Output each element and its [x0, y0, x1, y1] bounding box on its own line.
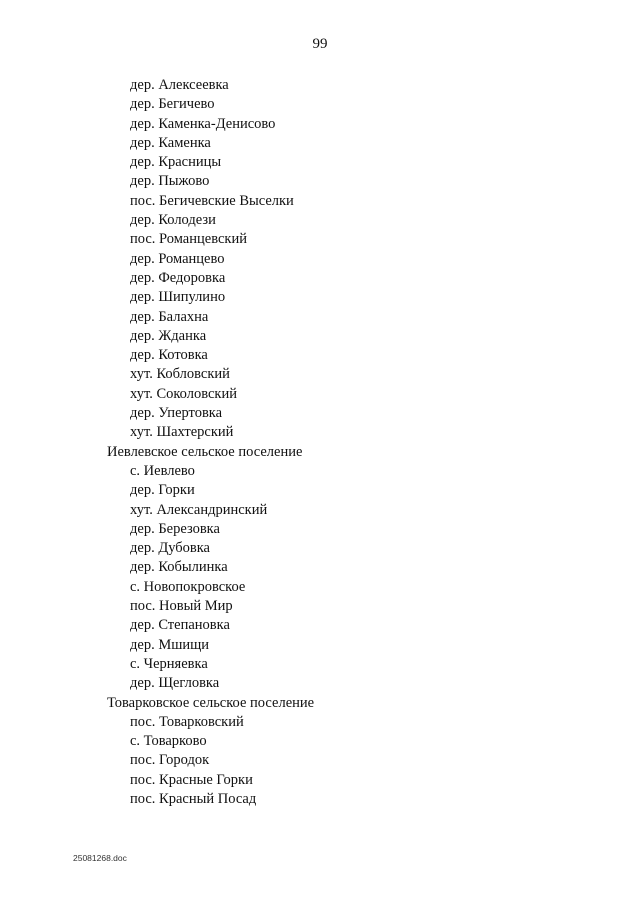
list-item: пос. Городок	[130, 752, 210, 769]
list-item: пос. Романцевский	[130, 231, 247, 248]
list-item: хут. Шахтерский	[130, 424, 234, 441]
list-item: дер. Каменка	[130, 134, 211, 151]
list-item: хут. Соколовский	[130, 385, 237, 402]
list-item: дер. Горки	[130, 482, 195, 499]
list-item: дер. Щегловка	[130, 675, 220, 692]
list-item: дер. Упертовка	[130, 405, 223, 422]
list-item: дер. Котовка	[130, 347, 208, 364]
list-item: дер. Кобылинка	[130, 559, 228, 576]
settlement-list	[0, 76, 640, 809]
list-item: дер. Красницы	[130, 154, 222, 171]
footer-filename: 25081268.doc	[73, 853, 127, 863]
list-item: дер. Жданка	[130, 327, 207, 344]
list-item: дер. Пыжово	[130, 173, 210, 190]
list-item: дер. Степановка	[130, 617, 230, 634]
list-item: пос. Бегичевские Выселки	[130, 192, 294, 209]
list-item: пос. Товарковский	[130, 713, 244, 730]
list-item: дер. Колодези	[130, 212, 216, 229]
list-item: дер. Шипулино	[130, 289, 226, 306]
list-item: с. Иевлево	[130, 462, 195, 479]
list-item: дер. Каменка-Денисово	[130, 115, 276, 132]
list-item: с. Товарково	[130, 733, 207, 750]
list-item: пос. Красные Горки	[130, 771, 253, 788]
section-heading: Товарковское сельское поселение	[107, 694, 315, 711]
page-number: 99	[312, 36, 328, 52]
list-item: дер. Федоровка	[130, 269, 226, 286]
list-item: дер. Алексеевка	[130, 77, 229, 93]
list-item: дер. Березовка	[130, 520, 220, 537]
list-item: дер. Романцево	[130, 250, 225, 267]
list-item: дер. Бегичево	[130, 96, 215, 113]
list-item: дер. Дубовка	[130, 540, 210, 557]
list-item: с. Новопокровское	[130, 578, 246, 595]
list-item: пос. Красный Посад	[130, 790, 257, 807]
list-item: с. Черняевка	[130, 655, 208, 672]
list-item: дер. Мшищи	[130, 636, 210, 653]
list-item: хут. Александринский	[130, 501, 268, 518]
section-heading: Иевлевское сельское поселение	[107, 443, 303, 460]
list-item: пос. Новый Мир	[130, 598, 233, 615]
list-item: хут. Кобловский	[130, 366, 230, 383]
list-item: дер. Балахна	[130, 308, 209, 325]
